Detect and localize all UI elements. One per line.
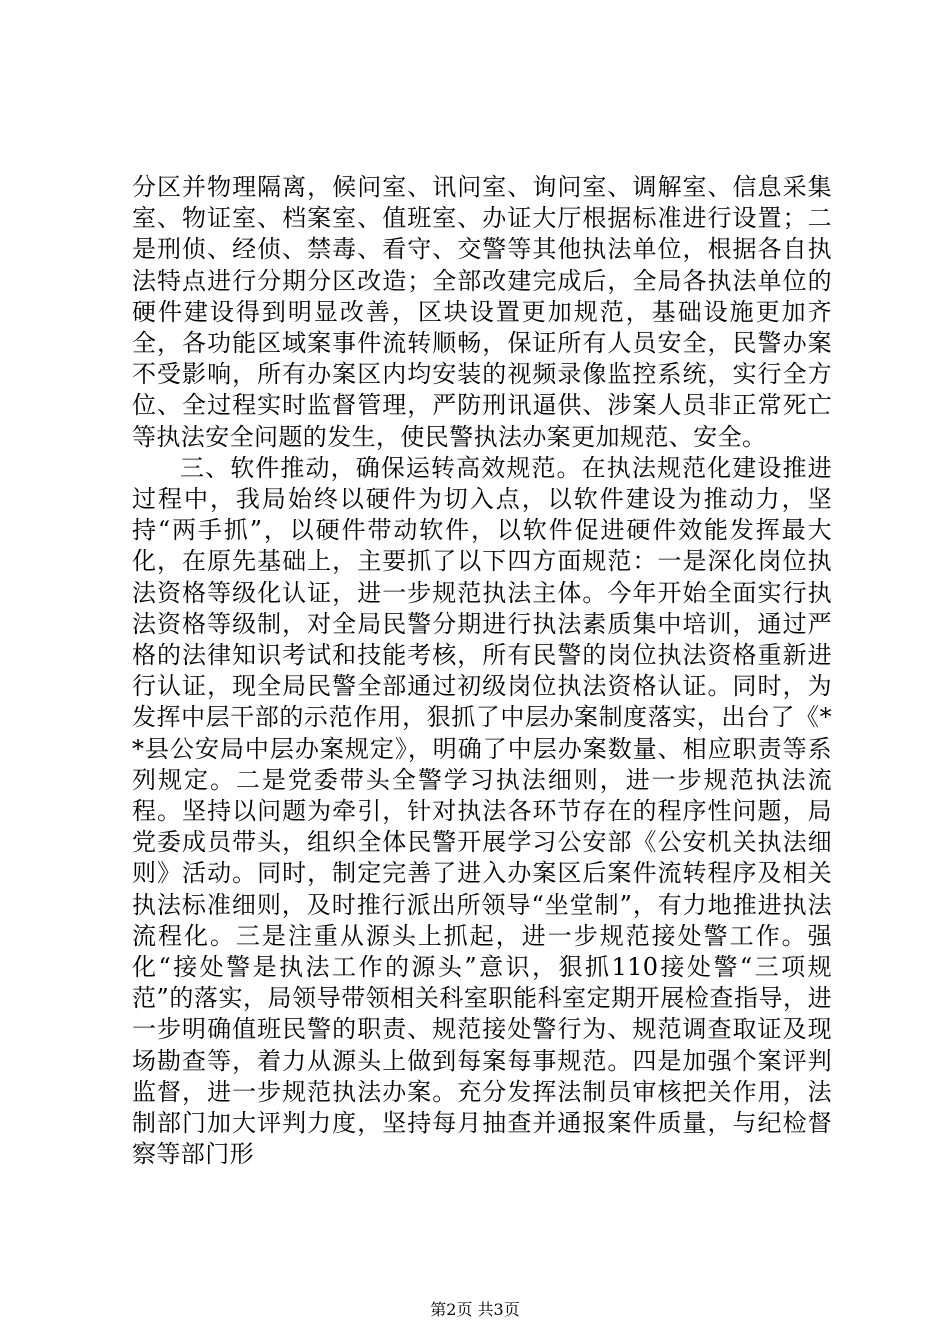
paragraph-1: 分区并物理隔离，候问室、讯问室、询问室、调解室、信息采集室、物证室、档案室、值班室、办证大厅根据标准进行设置；二是刑侦、经侦、禁毒、看守、交警等其他执法单位，根据各自执法特点进行分期分区改造；全部改建完成后，全局各执法单位的硬件建设得到明显改善，区块设置更加规范，基础设施更加齐全，各功能区域案事件流转顺畅，保证所有人员安全，民警办案不受影响，所有办案区内均安装的视频录像监控系统，实行全方位、全过程实时监督管理，严防刑讯逼供、涉案人员非正常死亡等执法安全问题的发生，使民警执法办案更加规范、安全。 — [132, 173, 832, 451]
paragraph-2: 三、软件推动，确保运转高效规范。在执法规范化建设推进过程中，我局始终以硬件为切入点，以软件建设为推动力，坚持“两手抓”，以硬件带动软件，以软件促进硬件效能发挥最大化，在原先基础上，主要抓了以下四方面规范：一是深化岗位执法资格等级化认证，进一步规范执法主体。今年开始全面实行执法资格等级制，对全局民警分期进行执法素质集中培训，通过严格的法律知识考试和技能考核，所有民警的岗位执法资格重新进行认证，现全局民警全部通过初级岗位执法资格认证。同时，为发挥中层干部的示范作用，狠抓了中层办案制度落实，出台了《**县公安局中层办案规定》，明确了中层办案数量、相应职责等系列规定。二是党委带头全警学习执法细则，进一步规范执法流程。坚持以问题为牵引，针对执法各环节存在的程序性问题，局党委成员带头，组织全体民警开展学习公安部《公安机关执法细则》活动。同时，制定完善了进入办案区后案件流转程序及相关执法标准细则，及时推行派出所领导“坐堂制”，有力地推进执法流程化。三是注重从源头上抓起，进一步规范接处警工作。强化“接处警是执法工作的源头”意识，狠抓110接处警“三项规范”的落实，局领导带领相关科室职能科室定期开展检查指导，进一步明确值班民警的职责、规范接处警行为、规范调查取证及现场勘查等，着力从源头上做到每案每事规范。四是加强个案评判监督，进一步规范执法办案。充分发挥法制员审核把关作用，法制部门加大评判力度，坚持每月抽查并通报案件质量，与纪检督察等部门形 — [132, 453, 832, 1169]
page-footer: 第2页 共3页 — [430, 1300, 520, 1319]
document-body — [132, 172, 832, 1171]
